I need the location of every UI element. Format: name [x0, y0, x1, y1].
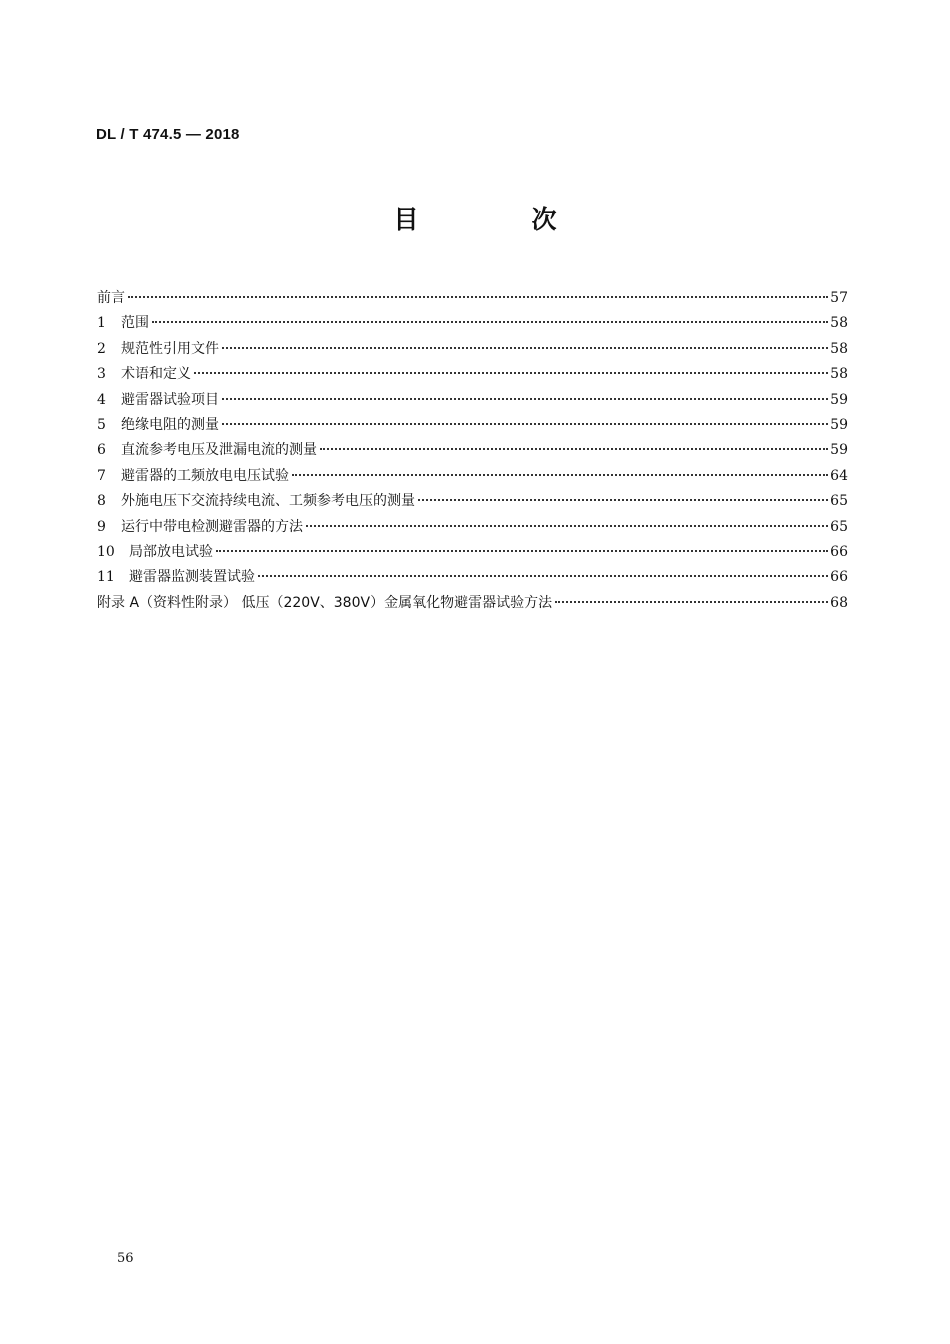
toc-entry-4[interactable]	[97, 389, 848, 414]
toc-entry-page: 58	[830, 366, 848, 383]
toc-entry-11[interactable]	[97, 566, 848, 591]
toc-entry-number: 7	[97, 467, 106, 484]
toc-entry-page: 66	[830, 569, 848, 586]
toc-entry-page: 59	[830, 416, 848, 433]
toc-entry-number: 9	[97, 518, 106, 535]
toc-entry-5[interactable]	[97, 414, 848, 439]
toc-entry-number: 11	[97, 569, 115, 586]
toc-entry-foreword[interactable]	[97, 287, 848, 312]
table-of-contents	[97, 287, 848, 617]
toc-entry-number: 1	[97, 315, 106, 332]
dot-leader	[306, 525, 828, 527]
dot-leader	[555, 601, 828, 603]
standard-code: DL / T 474.5 — 2018	[96, 126, 240, 143]
page-number: 56	[117, 1251, 134, 1266]
toc-entry-page: 59	[830, 442, 848, 459]
dot-leader	[128, 296, 828, 298]
toc-entry-page: 57	[830, 290, 848, 306]
toc-entry-2[interactable]	[97, 338, 848, 363]
toc-entry-title: 避雷器监测装置试验	[129, 569, 255, 586]
toc-entry-number: 6	[97, 442, 106, 459]
dot-leader	[320, 448, 828, 450]
toc-entry-number: 2	[97, 340, 106, 357]
toc-entry-page: 65	[830, 518, 848, 535]
dot-leader	[258, 575, 828, 577]
toc-entry-number: 10	[97, 543, 115, 560]
dot-leader	[222, 423, 828, 425]
dot-leader	[222, 347, 828, 349]
toc-entry-appendix-a[interactable]	[97, 592, 848, 617]
dot-leader	[292, 474, 828, 476]
toc-entry-page: 68	[830, 594, 848, 611]
toc-entry-7[interactable]	[97, 465, 848, 490]
toc-entry-title: 外施电压下交流持续电流、工频参考电压的测量	[121, 493, 415, 510]
toc-entry-title: 避雷器试验项目	[121, 391, 219, 408]
toc-entry-1[interactable]	[97, 312, 848, 337]
dot-leader	[418, 499, 828, 501]
toc-entry-title: 运行中带电检测避雷器的方法	[121, 518, 303, 535]
toc-entry-page: 65	[830, 493, 848, 510]
toc-entry-10[interactable]	[97, 541, 848, 566]
toc-entry-8[interactable]	[97, 490, 848, 515]
toc-entry-6[interactable]	[97, 439, 848, 464]
toc-entry-number: 8	[97, 493, 106, 510]
toc-entry-title: 局部放电试验	[129, 543, 213, 560]
dot-leader	[222, 398, 828, 400]
toc-entry-title: 直流参考电压及泄漏电流的测量	[121, 442, 317, 459]
toc-entry-title: 规范性引用文件	[121, 340, 219, 357]
toc-entry-title: 附录 A（资料性附录） 低压（220V、380V）金属氧化物避雷器试验方法	[97, 594, 553, 611]
dot-leader	[152, 321, 828, 323]
toc-entry-9[interactable]	[97, 516, 848, 541]
toc-entry-page: 58	[830, 315, 848, 332]
toc-entry-title: 术语和定义	[121, 366, 191, 383]
toc-entry-page: 59	[830, 391, 848, 408]
toc-entry-page: 64	[830, 467, 848, 484]
toc-entry-title: 前言	[97, 290, 125, 306]
dot-leader	[216, 550, 828, 552]
toc-entry-title: 范围	[121, 315, 149, 332]
toc-entry-number: 5	[97, 416, 106, 433]
toc-entry-page: 58	[830, 340, 848, 357]
toc-entry-number: 4	[97, 391, 106, 408]
toc-entry-number: 3	[97, 366, 106, 383]
dot-leader	[194, 372, 828, 374]
toc-entry-page: 66	[830, 543, 848, 560]
toc-entry-3[interactable]	[97, 363, 848, 388]
page-title: 目 次	[393, 205, 601, 234]
toc-entry-title: 绝缘电阻的测量	[121, 416, 219, 433]
toc-entry-title: 避雷器的工频放电电压试验	[121, 467, 289, 484]
